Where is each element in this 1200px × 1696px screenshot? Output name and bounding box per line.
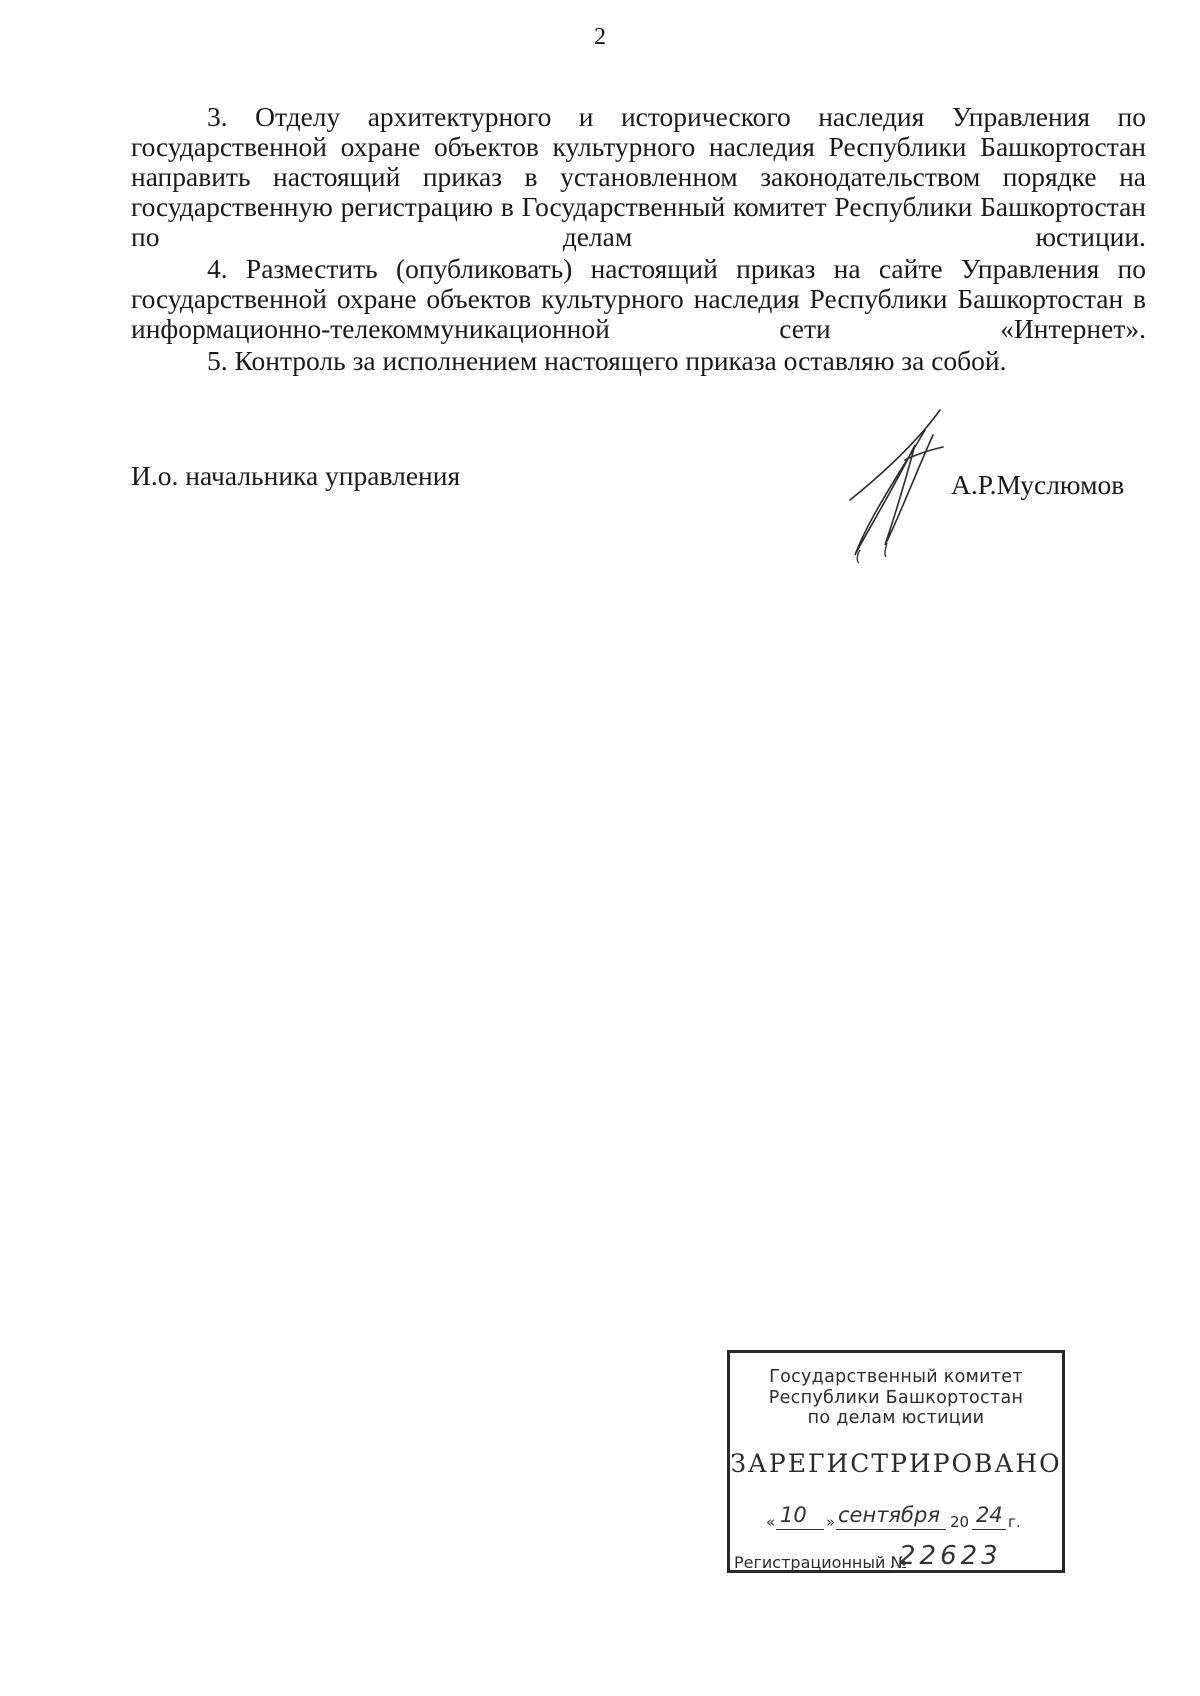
stamp-organization (730, 1367, 1062, 1429)
order-body (131, 102, 1146, 376)
date-open-quote: « (766, 1513, 776, 1531)
date-year-unit: г. (1008, 1513, 1021, 1531)
date-year-line (972, 1529, 1006, 1530)
stamp-status: ЗАРЕГИСТРИРОВАНО (730, 1449, 1062, 1478)
date-day-line (776, 1529, 824, 1530)
stamp-org-line: Государственный комитет (769, 1367, 1023, 1387)
reg-number-line (894, 1572, 1060, 1573)
date-month: сентября (838, 1503, 940, 1527)
paragraph-3: 3. Отделу архитектурного и исторического наследия Управления по государственной охране объектов культурного наследия Республики Башкортостан направить настоящий приказ в установленном законодательством порядке на государственную регистрацию в Государственный комитет Республики Башкортостан по делам юстиции. (131, 101, 1146, 252)
stamp-org-line: по делам юстиции (807, 1408, 985, 1428)
date-year-suffix: 24 (976, 1503, 1003, 1527)
date-year-prefix: 20 (950, 1513, 970, 1531)
stamp-registration (734, 1541, 1064, 1573)
reg-label: Регистрационный № (734, 1553, 908, 1572)
paragraph-5: 5. Контроль за исполнением настоящего приказа оставляю за собой. (207, 345, 1007, 376)
stamp-date (766, 1503, 1066, 1533)
date-close-quote: » (826, 1513, 836, 1531)
date-day: 10 (780, 1503, 807, 1527)
stamp-org-line: Республики Башкортостан (768, 1387, 1024, 1408)
page-number: 2 (594, 24, 606, 50)
signatory-position: И.о. начальника управления (131, 460, 461, 491)
signatory-name: А.Р.Муслюмов (951, 469, 1125, 500)
date-month-line (836, 1529, 946, 1530)
paragraph-4: 4. Разместить (опубликовать) настоящий приказ на сайте Управления по государственной охране объектов культурного наследия Республики Башкортостан в информационно-телекоммуникационной сети «Интернет». (131, 253, 1146, 344)
reg-number: 22623 (899, 1541, 1002, 1571)
registration-stamp (727, 1350, 1065, 1573)
handwritten-signature (845, 405, 965, 565)
